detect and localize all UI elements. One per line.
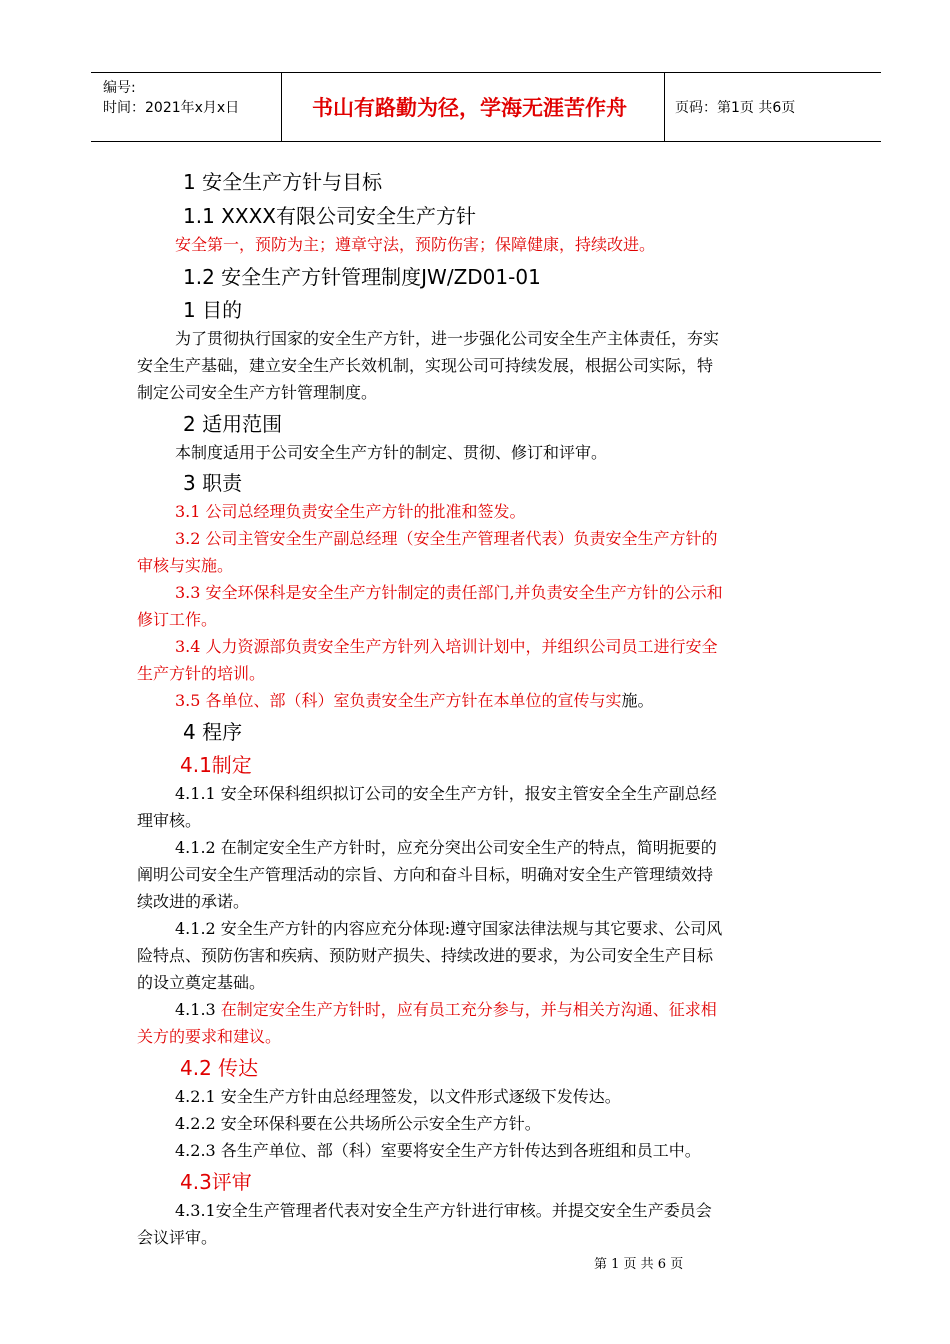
paragraph-line: 4.1.1 安全环保科组织拟订公司的安全生产方针，报安主管安全全生产副总经 [175, 784, 717, 803]
header-divider [664, 73, 665, 141]
document-number: 编号: [103, 80, 136, 96]
paragraph-line: 3.4 人力资源部负责安全生产方针列入培训计划中，并组织公司员工进行安全 [175, 637, 718, 656]
paragraph-line: 制定公司安全生产方针管理制度。 [137, 383, 378, 402]
paragraph-line: 修订工作。 [137, 610, 218, 629]
paragraph-segment: 在制定安全生产方针时，应有员工充分参与，并与相关方沟通、征求相 [220, 1000, 717, 1019]
paragraph-line: 生产方针的培训。 [137, 664, 266, 683]
paragraph-line: 3.1 公司总经理负责安全生产方针的批准和签发。 [175, 502, 526, 521]
paragraph-line: 险特点、预防伤害和疾病、预防财产损失、持续改进的要求，为公司安全生产目标 [137, 946, 714, 965]
paragraph-line: 3.3 安全环保科是安全生产方针制定的责任部门,并负责安全生产方针的公示和 [175, 583, 723, 602]
paragraph-line: 的设立奠定基础。 [137, 973, 266, 992]
subsection-heading: 1.2 安全生产方针管理制度JW/ZD01-01 [183, 265, 541, 289]
section-heading: 1 安全生产方针与目标 [183, 170, 383, 194]
paragraph-line [175, 688, 654, 711]
subsection-heading: 4.1制定 [180, 753, 252, 777]
document-date: 时间：2021年x月x日 [103, 100, 240, 116]
paragraph-segment: 施。 [621, 691, 654, 710]
paragraph-line: 续改进的承诺。 [137, 892, 250, 911]
header-meta [91, 73, 281, 141]
paragraph-line: 3.2 公司主管安全生产副总经理（安全生产管理者代表）负责安全生产方针的 [175, 529, 718, 548]
paragraph-segment: 3.5 各单位、部（科）室负责安全生产方针在本单位的宣传与实 [175, 691, 622, 710]
section-heading: 2 适用范围 [183, 412, 283, 436]
header-page-info: 页码：第1页 共6页 [675, 100, 796, 116]
paragraph-line: 4.2.2 安全环保科要在公共场所公示安全生产方针。 [175, 1114, 541, 1133]
paragraph-line: 阐明公司安全生产管理活动的宗旨、方向和奋斗目标，明确对安全生产管理绩效持 [137, 865, 714, 884]
subsection-heading: 4.2 传达 [180, 1056, 259, 1080]
paragraph-line: 4.3.1安全生产管理者代表对安全生产方针进行审核。并提交安全生产委员会 [175, 1201, 712, 1220]
paragraph-line: 4.1.2 在制定安全生产方针时，应充分突出公司安全生产的特点，简明扼要的 [175, 838, 717, 857]
paragraph-line: 4.2.1 安全生产方针由总经理签发，以文件形式逐级下发传达。 [175, 1087, 621, 1106]
paragraph-line: 会议评审。 [137, 1228, 218, 1247]
paragraph-line: 为了贯彻执行国家的安全生产方针，进一步强化公司安全生产主体责任，夯实 [175, 329, 720, 348]
policy-text: 安全第一，预防为主；遵章守法，预防伤害；保障健康，持续改进。 [175, 235, 656, 254]
paragraph-segment: 4.1.3 [175, 1000, 221, 1019]
section-heading: 1 目的 [183, 298, 243, 322]
section-heading: 3 职责 [183, 471, 243, 495]
section-heading: 4 程序 [183, 720, 243, 744]
page-footer: 第 1 页 共 6 页 [594, 1257, 684, 1272]
subsection-heading: 4.3评审 [180, 1170, 252, 1194]
paragraph-line [175, 997, 717, 1020]
paragraph-line: 审核与实施。 [137, 556, 234, 575]
paragraph-line: 4.1.2 安全生产方针的内容应充分体现:遵守国家法律法规与其它要求、公司风 [175, 919, 723, 938]
paragraph-line: 本制度适用于公司安全生产方针的制定、贯彻、修订和评审。 [175, 443, 608, 462]
paragraph-line: 安全生产基础，建立安全生产长效机制，实现公司可持续发展，根据公司实际，特 [137, 356, 714, 375]
paragraph-line: 4.2.3 各生产单位、部（科）室要将安全生产方针传达到各班组和员工中。 [175, 1141, 701, 1160]
paragraph-line: 关方的要求和建议。 [137, 1027, 282, 1046]
paragraph-line: 理审核。 [137, 811, 202, 830]
subsection-heading: 1.1 XXXX有限公司安全生产方针 [183, 204, 476, 228]
header-motto: 书山有路勤为径，学海无涯苦作舟 [312, 96, 627, 120]
page-header [91, 72, 881, 142]
